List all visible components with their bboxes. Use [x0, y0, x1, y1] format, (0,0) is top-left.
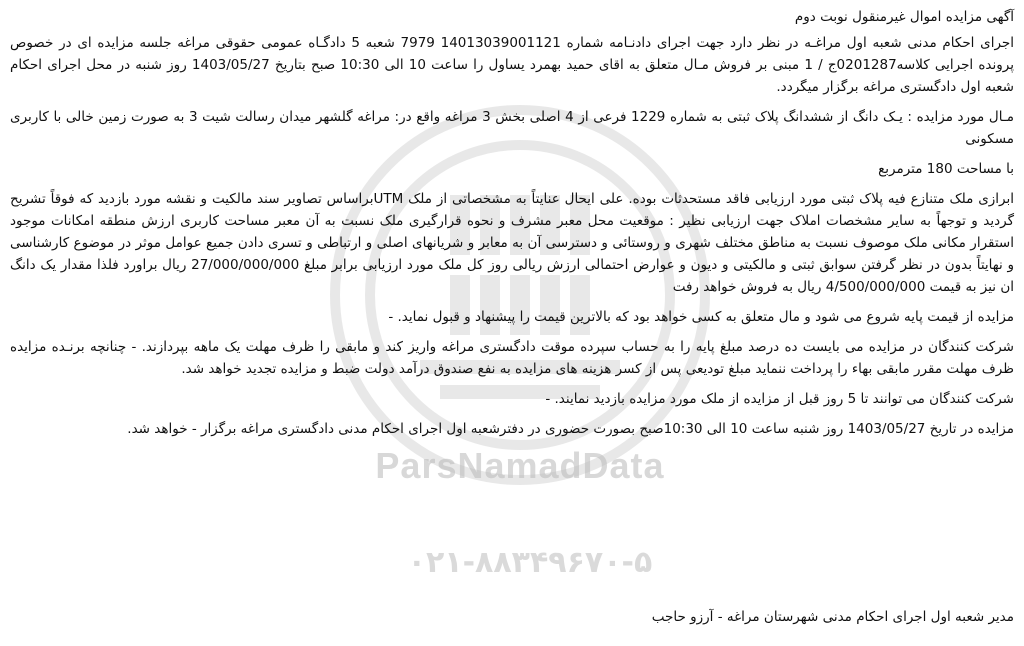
property-description: مـال مورد مزایده : یـک دانگ از ششدانگ پلاک ثبتی به شماره 1229 فرعی از 4 اصلی بخش 3 مراغه واقع در: مراغه گلشهر میدان رسالت شیت 3 به صورت زمین خالی با کاربری مسکونی: [10, 109, 1014, 147]
signature-line: مدیر شعبه اول اجرای احکام مدنی شهرستان مراغه - آرزو حاجب: [651, 609, 1014, 625]
notice-intro: اجرای احکام مدنی شعبه اول مراغـه در نظر دارد جهت اجرای دادنـامه شماره 14013039001121 7979 شعبه 5 دادگـاه عمومی حقوقی مراغه جلسه مزایده ای در خصوص پرونده اجرایی کلاسه0201287ج / 1 مبنی بر فروش مـال متعلق به اقای حمید بهمرد یساول را ساعت 10 الی 10:30 صبح بتاریخ 1403/05/27 روز شنبه در محل اجرای احکام شعبه اول دادگستری مراغه برگزار میگردد.: [10, 35, 1014, 95]
visit-rule: شرکت کنندگان می توانند تا 5 روز قبل از مزایده از ملک مورد مزایده بازدید نمایند. -: [545, 391, 1014, 407]
notice-body: [10, 6, 1014, 448]
notice-title: آگهی مزایده اموال غیرمنقول نوبت دوم: [794, 9, 1014, 25]
appraisal-paragraph: ابرازی ملک متنازع فیه پلاک ثبتی مورد ارزیابی فاقد مستحدثات بوده. علی ایحال عنایتاً به مشخصاتی از ملک UTMبراساس تصاویر سند مالکیت و نقشه مورد بازدید که فوقاً تشریح گردید و توجهاً به سایر مشخصات املاک جهت ارزیابی نظیر : موقعیت محل معبر مشرف و نحوه قرارگیری ملک نسبت به آن معبر مساحت کاربری ارزش منطقه امکانات موجود استقرار مکانی ملک موصوف نسبت به مناطق مختلف شهری و روستائی و دسترسی آن به معابر و شریانهای اصلی و ارتباطی و تسری دادن جمیع عوامل موثر در موضوع کارشناسی و نهایتاً بدون در نظر گرفتن سوابق ثبتی و مالکیتی و دیون و عوارض احتمالی ارزش ریالی روز کل ملک مورد ارزیابی برابر مبلغ 27/000/000/000 ریال براورد فلذا مقدار یک دانگ ان نیز به قیمت 4/500/000/000 ریال به فروش خواهد رفت: [10, 191, 1015, 295]
deposit-rule: شرکت کنندگان در مزایده می بایست ده درصد مبلغ پایه را به حساب سپرده موقت دادگستری مراغه واریز کند و مابقی را ظرف مهلت یک ماهه بپردازند. - چنانچه برنـده مزایده ظرف مهلت مقرر مابقی بهاء را پرداخت ننماید مبلغ تودیعی پس از کسر هزینه های مزایده به نفع صندوق درآمد دولت ضبط و مزایده تجدید خواهد شد.: [10, 339, 1014, 377]
starting-price-rule: مزایده از قیمت پایه شروع می شود و مال متعلق به کسی خواهد بود که بالاترین قیمت را پیشنهاد و قبول نماید. -: [388, 309, 1014, 325]
watermark-phone: ۰۲۱-۸۸۳۴۹۶۷۰-۵: [407, 545, 653, 580]
watermark-brand: ParsNamadData: [375, 445, 665, 486]
session-info: مزایده در تاریخ 1403/05/27 روز شنبه ساعت 10 الی 10:30صبح بصورت حضوری در دفترشعبه اول اجرای احکام مدنی دادگستری مراغه برگزار - خواهد شد.: [127, 421, 1014, 437]
property-area: با مساحت 180 مترمربع: [878, 161, 1014, 177]
